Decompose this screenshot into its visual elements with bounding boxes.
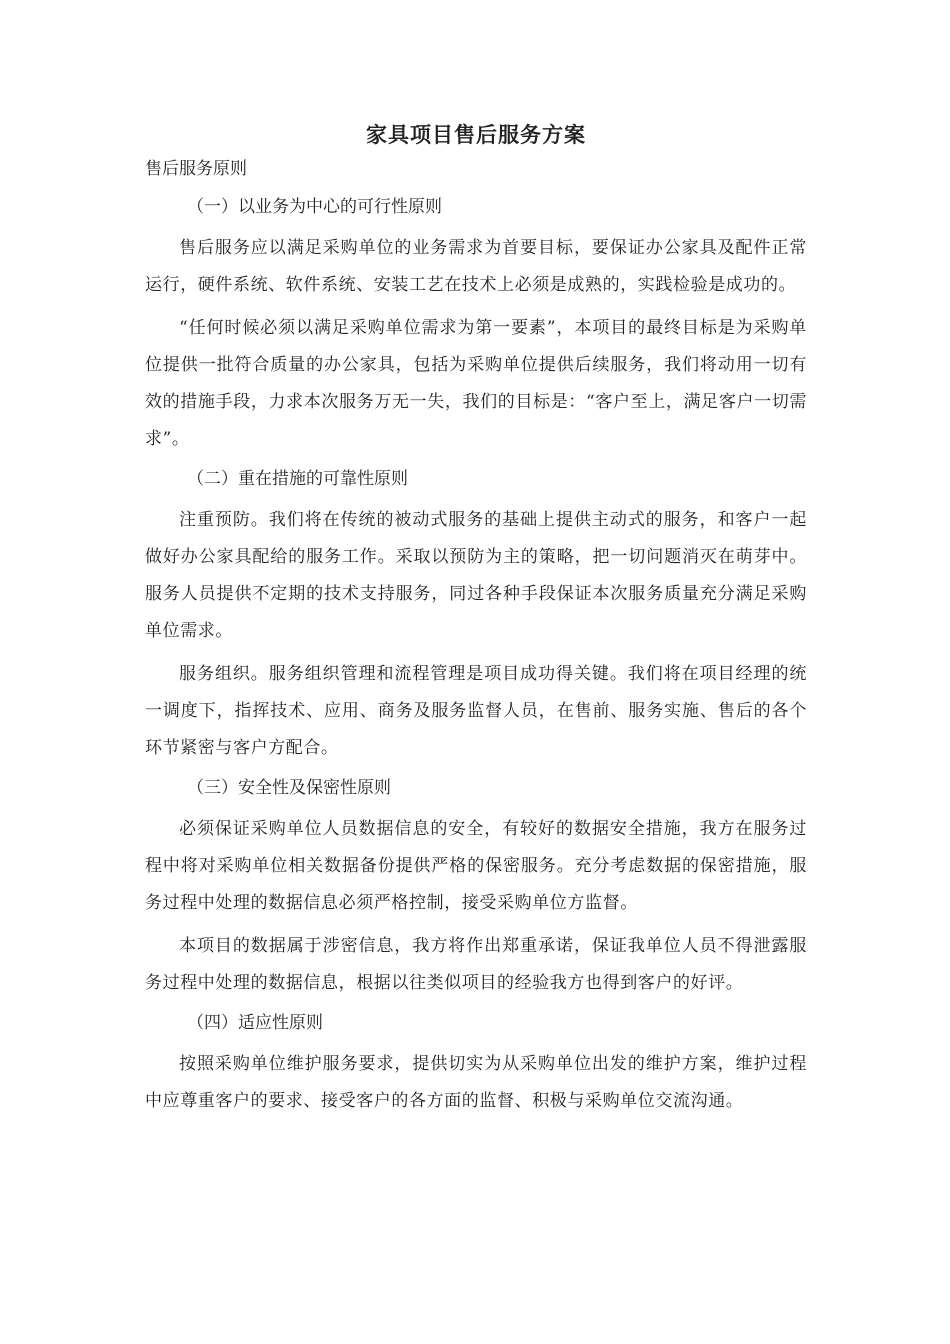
paragraph-1: 售后服务应以满足采购单位的业务需求为首要目标，要保证办公家具及配件正常运行，硬件系统、软件系统、安装工艺在技术上必须是成熟的，实践检验是成功的。 [145,238,807,295]
paragraph-6: 本项目的数据属于涉密信息，我方将作出郑重承诺，保证我单位人员不得泄露服务过程中处理的数据信息，根据以往类似项目的经验我方也得到客户的好评。 [145,936,807,993]
heading-2: （二）重在措施的可靠性原则 [187,469,408,489]
paragraph-5: 必须保证采购单位人员数据信息的安全，有较好的数据安全措施，我方在服务过程中将对采购单位相关数据备份提供严格的保密服务。充分考虑数据的保密措施，服务过程中处理的数据信息必须严格控制，接受采购单位方监督。 [145,819,807,913]
paragraph-2: “任何时候必须以满足采购单位需求为第一要素”，本项目的最终目标是为采购单位提供一批符合质量的办公家具，包括为采购单位提供后续服务，我们将动用一切有效的措施手段，力求本次服务万无一失，我们的目标是：“客户至上，满足客户一切需求”。 [145,318,807,449]
paragraph-7: 按照采购单位维护服务要求，提供切实为从采购单位出发的维护方案，维护过程中应尊重客户的要求、接受客户的各方面的监督、积极与采购单位交流沟通。 [145,1054,807,1111]
paragraph-3: 注重预防。我们将在传统的被动式服务的基础上提供主动式的服务，和客户一起做好办公家具配给的服务工作。采取以预防为主的策略，把一切问题消灭在萌芽中。服务人员提供不定期的技术支持服务，同过各种手段保证本次服务质量充分满足采购单位需求。 [145,510,807,641]
heading-1: （一）以业务为中心的可行性原则 [187,197,442,217]
document-title: 家具项目售后服务方案 [366,122,586,147]
section-label: 售后服务原则 [145,159,247,179]
document-page [145,118,807,1126]
heading-3: （三）安全性及保密性原则 [187,778,391,798]
paragraph-4: 服务组织。服务组织管理和流程管理是项目成功得关键。我们将在项目经理的统一调度下，指挥技术、应用、商务及服务监督人员，在售前、服务实施、售后的各个环节紧密与客户方配合。 [145,664,807,758]
heading-4: （四）适应性原则 [187,1013,323,1033]
